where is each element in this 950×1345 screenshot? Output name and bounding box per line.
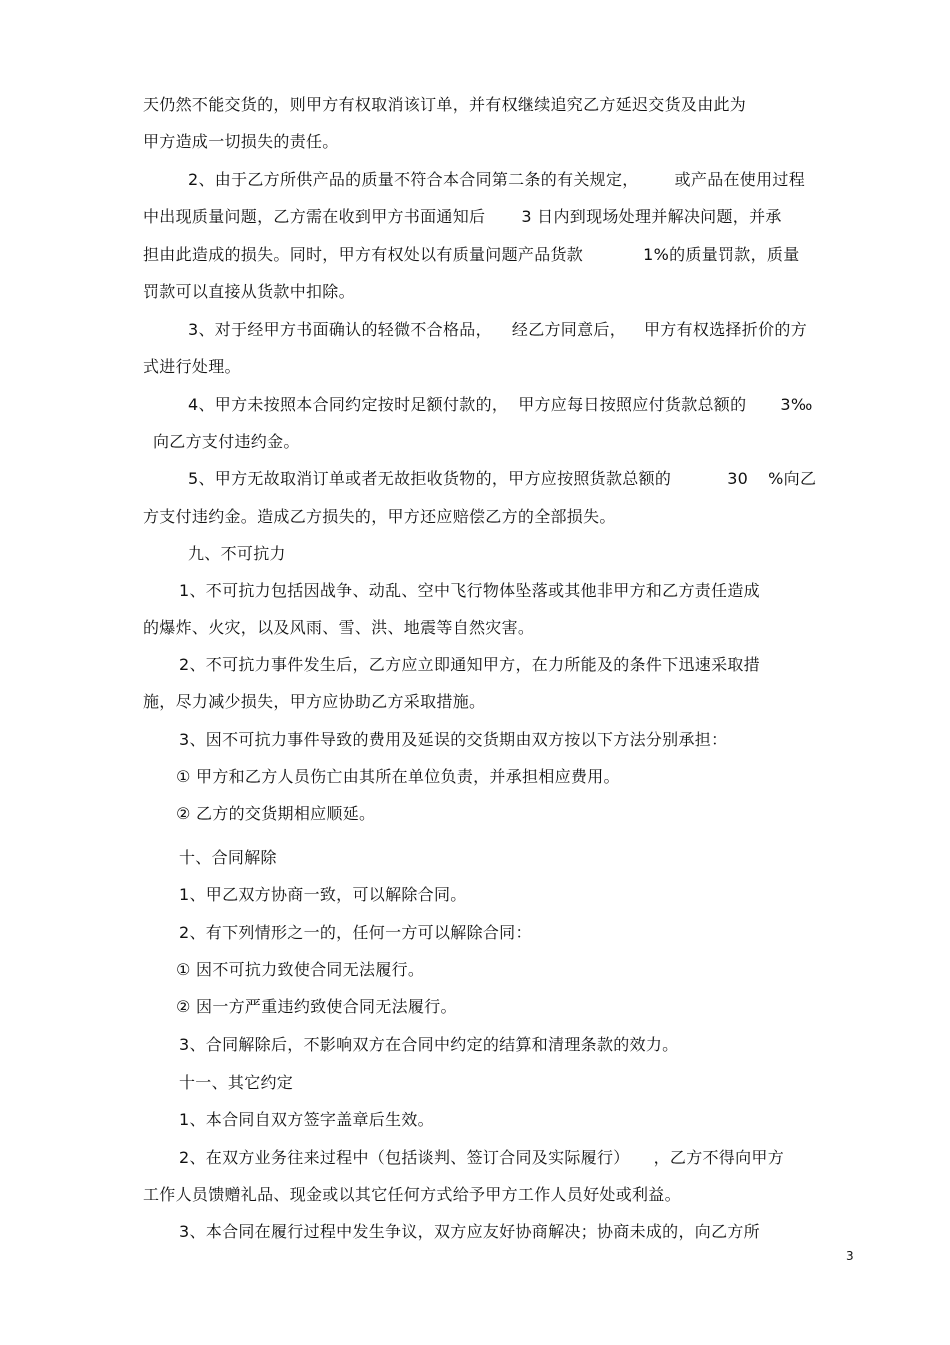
list-item: ② 因一方严重违约致使合同无法履行。 <box>176 997 457 1016</box>
text-segment: 30 <box>727 469 749 488</box>
text-segment: 甲方有权选择折价的方 <box>644 320 808 339</box>
body-text-line: 式进行处理。 <box>143 357 241 376</box>
section-heading: 九、不可抗力 <box>188 544 286 563</box>
clause-line: 1、不可抗力包括因战争、动乱、空中飞行物体坠落或其他非甲方和乙方责任造成 <box>179 581 760 600</box>
body-text-line: 的爆炸、火灾，以及风雨、雪、洪、地震等自然灾害。 <box>143 618 535 637</box>
clause-line: 2、不可抗力事件发生后，乙方应立即通知甲方，在力所能及的条件下迅速采取措 <box>179 655 760 674</box>
text-segment: 2、由于乙方所供产品的质量不符合本合同第二条的有关规定， <box>188 170 639 189</box>
body-text-line: 工作人员馈赠礼品、现金或以其它任何方式给予甲方工作人员好处或利益。 <box>143 1185 681 1204</box>
clause-line: 3、本合同在履行过程中发生争议，双方应友好协商解决；协商未成的，向乙方所 <box>179 1222 760 1241</box>
text-segment: 担由此造成的损失。同时，甲方有权处以有质量问题产品货款 <box>143 245 584 264</box>
clause-line: 2、有下列情形之一的，任何一方可以解除合同： <box>179 923 532 942</box>
text-segment: 4、甲方未按照本合同约定按时足额付款的， <box>188 395 509 414</box>
section-heading: 十一、其它约定 <box>179 1073 294 1092</box>
list-item: ① 甲方和乙方人员伤亡由其所在单位负责，并承担相应费用。 <box>176 767 620 786</box>
text-segment: 经乙方同意后， <box>511 320 626 339</box>
body-text-line: 甲方造成一切损失的责任。 <box>143 132 339 151</box>
text-segment: 中出现质量问题，乙方需在收到甲方书面通知后 <box>143 207 486 226</box>
clause-8-3-line <box>188 320 807 340</box>
text-segment: %向乙 <box>768 469 817 488</box>
clause-8-2-line <box>188 170 805 190</box>
body-text-line: 天仍然不能交货的，则甲方有权取消该订单，并有权继续追究乙方延迟交货及由此为 <box>143 95 747 114</box>
text-segment: 3 日内到现场处理并解决问题，并承 <box>521 207 782 226</box>
list-item: ① 因不可抗力致使合同无法履行。 <box>176 960 425 979</box>
clause-8-4-line <box>188 395 813 415</box>
body-text-line <box>143 207 782 227</box>
text-segment: 3‰ <box>780 395 813 414</box>
text-segment: 1%的质量罚款，质量 <box>643 245 800 264</box>
clause-line <box>179 1148 784 1168</box>
text-segment: 5、甲方无故取消订单或者无故拒收货物的，甲方应按照货款总额的 <box>188 469 672 488</box>
clause-line: 3、因不可抗力事件导致的费用及延误的交货期由双方按以下方法分别承担： <box>179 730 728 749</box>
list-item: ② 乙方的交货期相应顺延。 <box>176 804 376 823</box>
section-heading: 十、合同解除 <box>179 848 277 867</box>
text-segment: 2、在双方业务往来过程中（包括谈判、签订合同及实际履行） <box>179 1148 630 1167</box>
clause-line: 1、本合同自双方签字盖章后生效。 <box>179 1110 434 1129</box>
body-text-line: 施，尽力减少损失，甲方应协助乙方采取措施。 <box>143 692 486 711</box>
text-segment: 或产品在使用过程 <box>674 170 805 189</box>
page-number: 3 <box>846 1249 854 1263</box>
text-segment: 3、对于经甲方书面确认的轻微不合格品， <box>188 320 492 339</box>
body-text-line: 罚款可以直接从货款中扣除。 <box>143 282 355 301</box>
clause-line: 3、合同解除后，不影响双方在合同中约定的结算和清理条款的效力。 <box>179 1035 679 1054</box>
text-segment: ，乙方不得向甲方 <box>653 1148 784 1167</box>
body-text-line: 方支付违约金。造成乙方损失的，甲方还应赔偿乙方的全部损失。 <box>143 507 616 526</box>
body-text-line <box>143 245 800 265</box>
text-segment: 甲方应每日按照应付货款总额的 <box>518 395 747 414</box>
clause-8-5-line <box>188 469 816 489</box>
clause-line: 1、甲乙双方协商一致，可以解除合同。 <box>179 885 467 904</box>
body-text-line: 向乙方支付违约金。 <box>153 432 300 451</box>
